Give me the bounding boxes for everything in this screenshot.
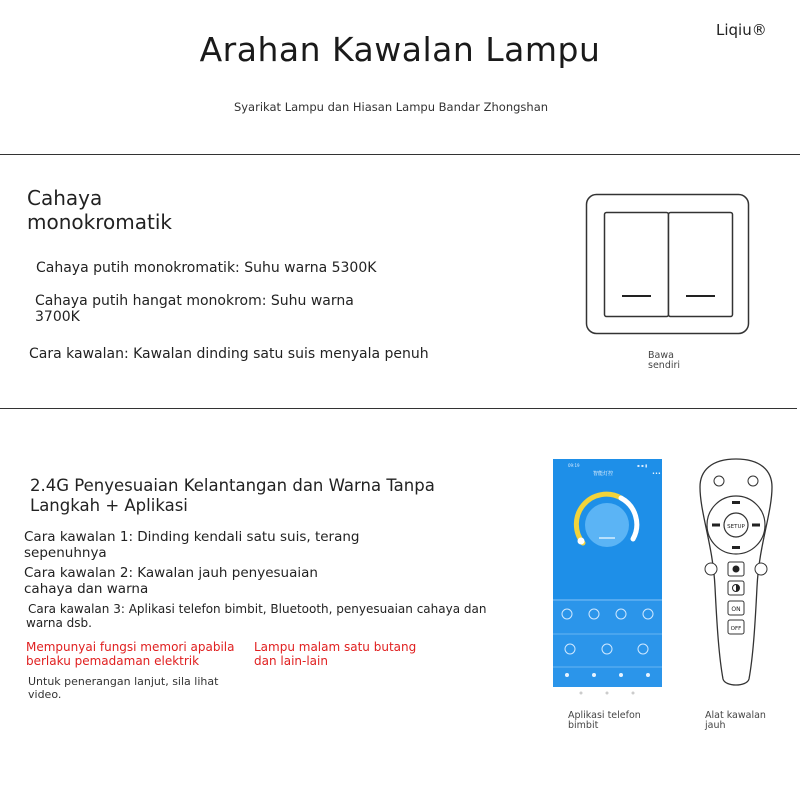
switch-caption: Bawa sendiri: [648, 350, 681, 371]
switch-rocker-left: [605, 213, 669, 317]
phone-app-mockup: [553, 459, 662, 699]
video-note: Untuk penerangan lanjut, sila lihat video.: [28, 675, 219, 701]
phone-caption: Aplikasi telefon bimbit: [568, 710, 641, 731]
divider-middle: [0, 408, 797, 409]
divider-top: [0, 154, 800, 155]
section-mono-heading: Cahaya monokromatik: [27, 186, 172, 234]
section-wireless-heading: 2.4G Penyesuaian Kelantangan dan Warna Tanpa Langkah + Aplikasi: [30, 476, 435, 515]
remote-caption: Alat kawalan jauh: [705, 710, 766, 731]
brand-logo: Liqiu®: [716, 21, 767, 39]
svg-text:•••: •••: [652, 471, 661, 477]
wall-switch-illustration: [585, 193, 751, 336]
svg-text:09:19: 09:19: [568, 463, 580, 468]
svg-text:智能灯控: 智能灯控: [593, 471, 614, 477]
mono-item-warm-white: Cahaya putih hangat monokrom: Suhu warna 3700K: [35, 293, 354, 325]
svg-text:OFF: OFF: [730, 626, 742, 632]
svg-text:ON: ON: [731, 606, 741, 613]
control-method-2: Cara kawalan 2: Kawalan jauh penyesuaian cahaya dan warna: [24, 565, 318, 597]
company-subtitle: Syarikat Lampu dan Hiasan Lampu Bandar Zhongshan: [233, 100, 549, 114]
feature-night-light: Lampu malam satu butang dan lain-lain: [254, 640, 417, 668]
switch-rocker-right: [669, 213, 733, 317]
mono-control-method: Cara kawalan: Kawalan dinding satu suis menyala penuh: [29, 346, 429, 362]
mono-item-cool-white: Cahaya putih monokromatik: Suhu warna 5300K: [36, 260, 377, 276]
brightness-dial: [585, 503, 629, 547]
control-method-3: Cara kawalan 3: Aplikasi telefon bimbit, Bluetooth, penyesuaian cahaya dan warna dsb.: [26, 602, 487, 630]
feature-memory: Mempunyai fungsi memori apabila berlaku pemadaman elektrik: [26, 640, 235, 668]
svg-text:SETUP: SETUP: [727, 524, 745, 530]
page-title: Arahan Kawalan Lampu: [199, 30, 601, 69]
control-method-1: Cara kawalan 1: Dinding kendali satu suis, terang sepenuhnya: [24, 529, 360, 561]
svg-text:▪ ▪ ▮: ▪ ▪ ▮: [637, 463, 648, 468]
remote-control-illustration: [697, 457, 775, 690]
